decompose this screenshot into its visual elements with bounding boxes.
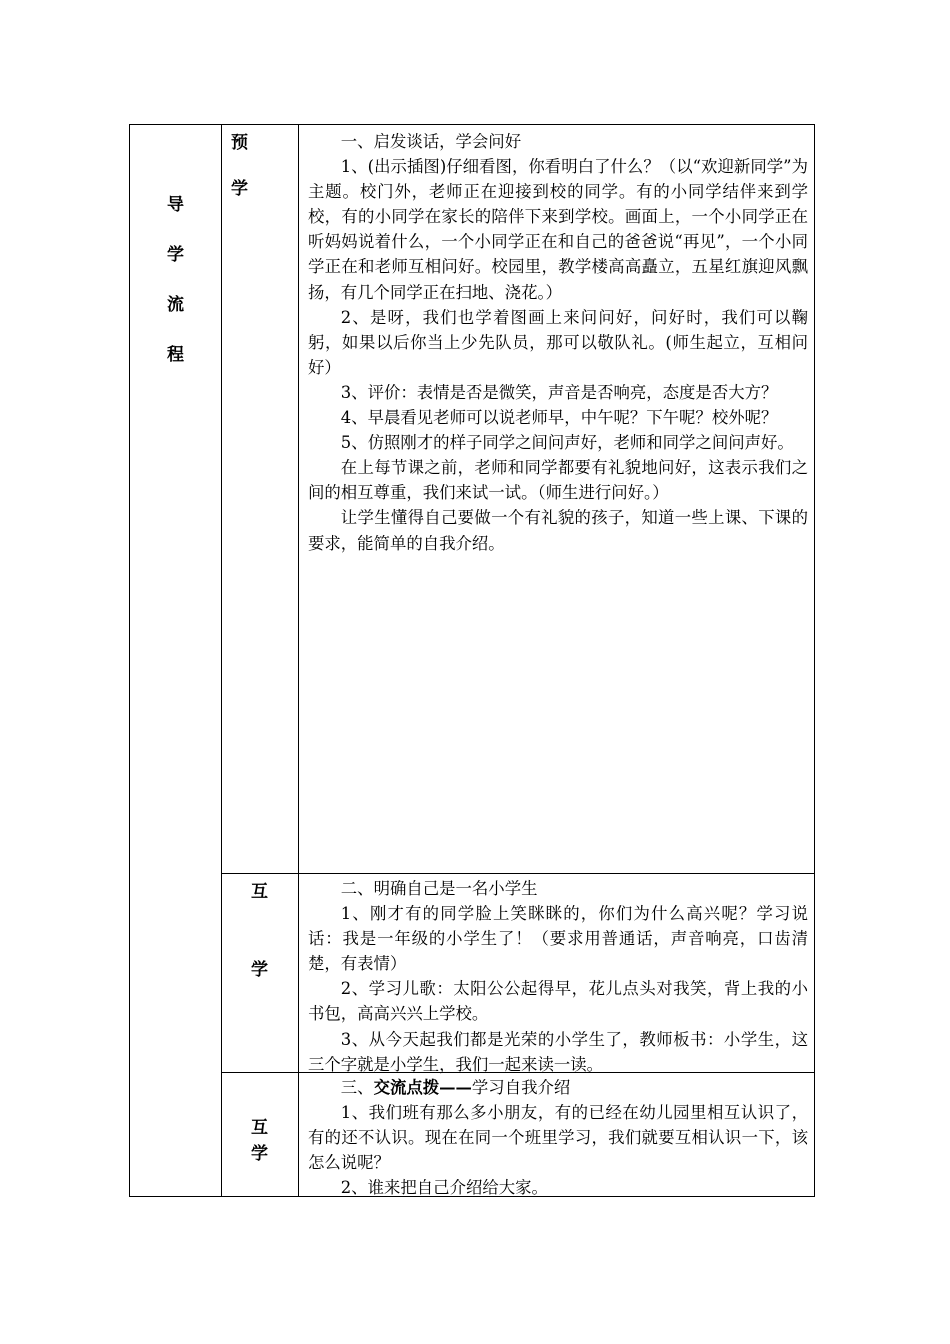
lesson-table <box>129 124 815 1197</box>
column-divider <box>221 125 222 1196</box>
paragraph: 5、仿照刚才的样子同学之间问声好，老师和同学之间问声好。 <box>340 433 794 453</box>
section-heading: 三、交流点拨——学习自我介绍 <box>340 1078 571 1097</box>
section-label-mutual-study-2: 互 学 <box>251 1118 268 1164</box>
paragraph: 4、早晨看见老师可以说老师早，中午呢？下午呢？校外呢？ <box>340 408 778 428</box>
paragraph: 1、我们班有那么多小朋友，有的已经在幼儿园里相互认识了，有的还不认识。现在在同一个班里学习，我们就要互相认识一下，该怎么说呢？ <box>308 1103 808 1173</box>
section-content-exchange <box>308 1075 808 1200</box>
paragraph: 让学生懂得自己要做一个有礼貌的孩子，知道一些上课、下课的要求，能简单的自我介绍。 <box>308 508 808 553</box>
row-divider <box>221 873 814 874</box>
section-label-prestudy: 预 学 <box>231 133 248 199</box>
paragraph: 1、(出示插图)仔细看图，你看明白了什么？（以“欢迎新同学”为主题。校门外，老师正在迎接到校的同学。有的小同学结伴来到学校，有的小同学在家长的陪伴下来到学校。画面上，一个小同学正在听妈妈说着什么，一个小同学正在和自己的爸爸说“再见”，一个小同学正在和老师互相问好。校园里，教学楼高高矗立，五星红旗迎风飘扬，有几个同学正在扫地、浇花。） <box>308 157 808 302</box>
side-label-guide-flow: 导 学 流 程 <box>167 195 184 365</box>
paragraph: 2、是呀，我们也学着图画上来问问好，问好时，我们可以鞠躬，如果以后你当上少先队员，那可以敬队礼。(师生起立，互相问好） <box>308 307 808 377</box>
column-divider <box>298 125 299 1196</box>
paragraph: 二、明确自己是一名小学生 <box>340 879 538 898</box>
paragraph: 3、从今天起我们都是光荣的小学生了，教师板书：小学生，这三个字就是小学生，我们一起来读一读。 <box>308 1029 808 1074</box>
paragraph: 在上每节课之前，老师和同学都要有礼貌地问好，这表示我们之间的相互尊重，我们来试一试。（师生进行问好。） <box>308 458 808 503</box>
section-label-mutual-study: 互 学 <box>251 882 268 980</box>
paragraph: 2、学习儿歌：太阳公公起得早，花儿点头对我笑，背上我的小书包，高高兴兴上学校。 <box>308 979 808 1024</box>
paragraph: 2、谁来把自己介绍给大家。 <box>340 1178 548 1198</box>
paragraph: 3、评价：表情是否是微笑，声音是否响亮，态度是否大方？ <box>340 382 778 402</box>
paragraph: 1、刚才有的同学脸上笑眯眯的，你们为什么高兴呢？学习说话：我是一年级的小学生了！（要求用普通话，声音响亮，口齿清楚，有表情） <box>308 904 808 974</box>
section-content-mutual-study <box>308 876 808 1077</box>
paragraph: 一、启发谈话，学会问好 <box>340 132 522 151</box>
section-content-prestudy <box>308 129 808 556</box>
